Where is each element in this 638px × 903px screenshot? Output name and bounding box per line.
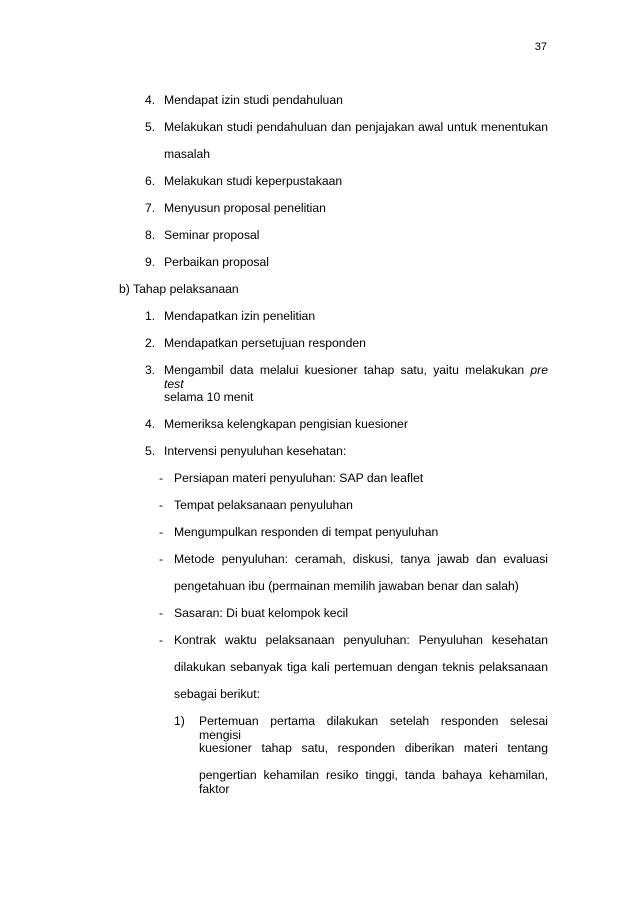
list-number: 4.	[145, 93, 156, 107]
list-item-continuation: masalah	[164, 147, 211, 161]
sub-list-item-continuation: kuesioner tahap satu, responden diberikan materi tentang	[199, 741, 548, 755]
list-item: Seminar proposal	[164, 228, 260, 242]
dash-bullet: -	[159, 498, 164, 512]
list-item: Mendapatkan izin penelitian	[164, 309, 316, 323]
dash-bullet: -	[159, 525, 164, 539]
list-item: Mendapatkan persetujuan responden	[164, 336, 366, 350]
list-number: 6.	[145, 174, 156, 188]
dash-item: Kontrak waktu pelaksanaan penyuluhan: Penyuluhan kesehatan	[174, 633, 548, 647]
list-item: Perbaikan proposal	[164, 255, 270, 269]
list-item: Menyusun proposal penelitian	[164, 201, 326, 215]
list-number: 2.	[145, 336, 156, 350]
list-item: Melakukan studi pendahuluan dan penjajakan awal untuk menentukan	[164, 120, 548, 134]
dash-item: Tempat pelaksanaan penyuluhan	[174, 498, 353, 512]
dash-item-continuation: sebagai berikut:	[174, 687, 261, 701]
dash-bullet: -	[159, 606, 164, 620]
list-number: 1.	[145, 309, 156, 323]
list-number: 8.	[145, 228, 156, 242]
sub-list-item: Pertemuan pertama dilakukan setelah responden selesai mengisi	[199, 714, 548, 742]
dash-item: Sasaran: Di buat kelompok kecil	[174, 606, 349, 620]
italic-term: pre test	[164, 363, 548, 391]
page-number: 37	[534, 41, 547, 53]
list-number: 5.	[145, 444, 156, 458]
dash-bullet: -	[159, 552, 164, 566]
dash-item: Metode penyuluhan: ceramah, diskusi, tanya jawab dan evaluasi	[174, 552, 548, 566]
dash-bullet: -	[159, 633, 164, 647]
list-item: Memeriksa kelengkapan pengisian kuesioner	[164, 417, 408, 431]
list-item: Mendapat izin studi pendahuluan	[164, 93, 343, 107]
list-item	[164, 363, 548, 391]
dash-bullet: -	[159, 471, 164, 485]
dash-item: Mengumpulkan responden di tempat penyuluhan	[174, 525, 439, 539]
sub-list-item-continuation: pengertian kehamilan resiko tinggi, tanda bahaya kehamilan, faktor	[199, 768, 548, 796]
list-number: 7.	[145, 201, 156, 215]
list-number: 4.	[145, 417, 156, 431]
list-number: 3.	[145, 363, 156, 377]
list-item: Melakukan studi keperpustakaan	[164, 174, 343, 188]
list-number: 5.	[145, 120, 156, 134]
section-heading: b) Tahap pelaksanaan	[119, 282, 239, 296]
list-item-continuation: selama 10 menit	[164, 390, 254, 404]
dash-item-continuation: pengetahuan ibu (permainan memilih jawaban benar dan salah)	[174, 579, 519, 593]
dash-item-continuation: dilakukan sebanyak tiga kali pertemuan dengan teknis pelaksanaan	[174, 660, 548, 674]
list-item: Intervensi penyuluhan kesehatan:	[164, 444, 347, 458]
list-item-text: Mengambil data melalui kuesioner tahap satu, yaitu melakukan	[164, 363, 525, 377]
list-number: 9.	[145, 255, 156, 269]
dash-item: Persiapan materi penyuluhan: SAP dan leaflet	[174, 471, 424, 485]
sub-list-number: 1)	[174, 714, 185, 728]
